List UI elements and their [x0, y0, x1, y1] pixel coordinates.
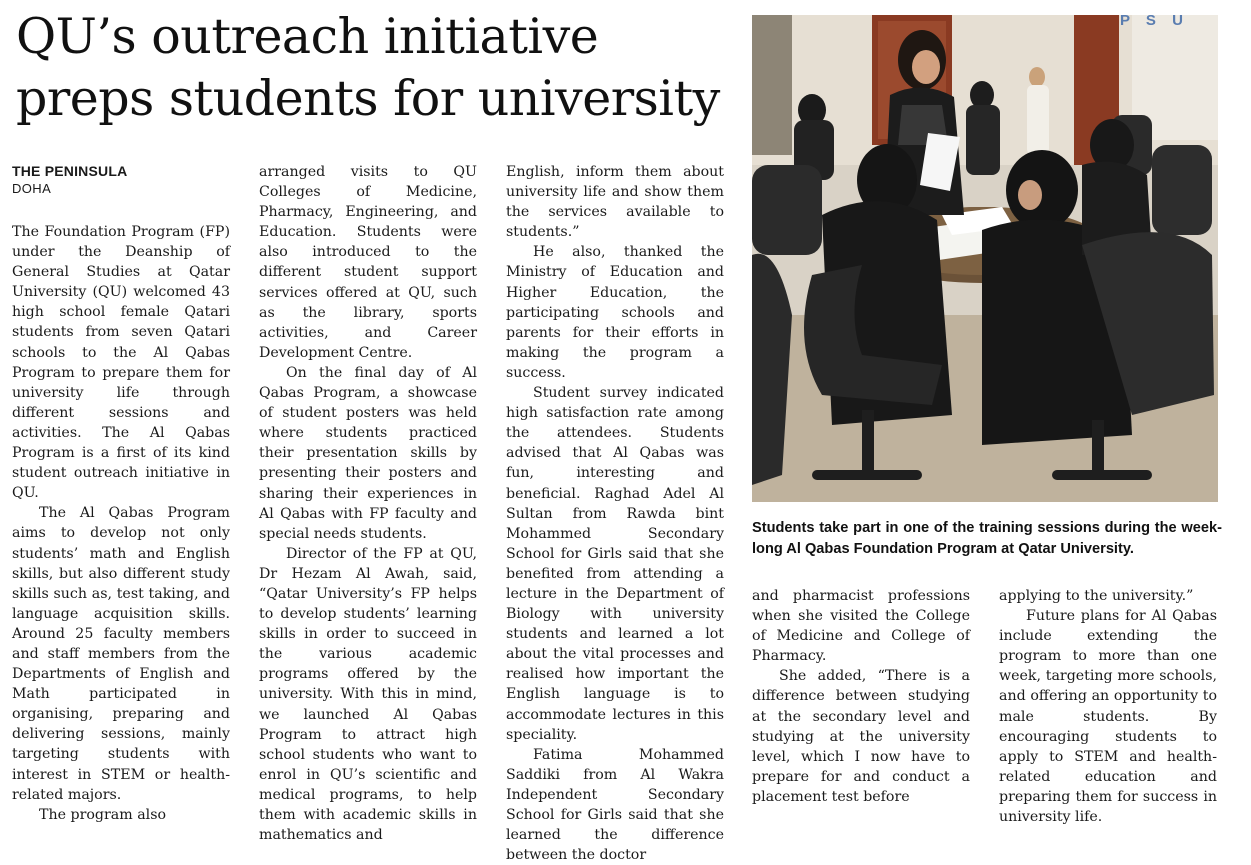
paragraph: He also, thanked the Ministry of Education and Higher Education, the participating schools and parents for their efforts in making the program a success.	[506, 244, 724, 381]
headline-line-1: QU’s outreach initiative	[16, 8, 599, 65]
article-column-4	[752, 586, 970, 811]
paragraph: English, inform them about university life and show them the services available to students.”	[506, 164, 724, 241]
byline-dateline: DOHA	[12, 181, 52, 196]
paragraph: The Foundation Program (FP) under the Deanship of General Studies at Qatar University (QU) welcomed 43 high school female Qatari students from seven Qatari schools to the Al Qabas Program to prepare them for university life through different sessions and activities. The Al Qabas Program is a first of its kind student outreach initiative in QU.	[12, 224, 230, 502]
article-column-2	[259, 162, 477, 844]
paragraph: She added, “There is a difference between studying at the secondary level and studying at the university level, which I now have to prepare for and conduct a placement test before	[752, 668, 970, 805]
photo-caption: Students take part in one of the training sessions during the week-long Al Qabas Foundation Program at Qatar University.	[752, 520, 1222, 557]
article-column-1	[12, 222, 230, 823]
classroom-illustration	[752, 12, 1218, 502]
paragraph: and pharmacist professions when she visited the College of Medicine and College of Pharmacy.	[752, 588, 970, 665]
headline-line-2: preps students for university	[16, 70, 720, 127]
byline-source: THE PENINSULA	[12, 163, 128, 179]
paragraph: The Al Qabas Program aims to develop not only students’ math and English skills, but also different study skills such as, test taking, and language acquisition skills. Around 25 faculty members and staff members from the Departments of English and Math participated in organising, preparing and delivering sessions, mainly targeting students with interest in STEM or health-related majors.	[12, 505, 230, 803]
news-photo	[752, 12, 1218, 502]
wall-letters: P S U	[1120, 12, 1189, 29]
paragraph: Director of the FP at QU, Dr Hezam Al Awah, said, “Qatar University’s FP helps to develop students’ learning skills in order to succeed in the various academic programs offered by the university. With this in mind, we launched Al Qabas Program to attract high school students who want to enrol in QU’s scientific and medical programs, to help them with academic skills in mathematics and	[259, 545, 477, 844]
paragraph: Fatima Mohammed Saddiki from Al Wakra Independent Secondary School for Girls said that she learned the difference between the doctor	[506, 746, 724, 864]
paragraph: arranged visits to QU Colleges of Medicine, Pharmacy, Engineering, and Education. Students were also introduced to the different student support services offered at QU, such as the library, sports activities, and Career Development Centre.	[259, 164, 477, 361]
byline	[12, 162, 234, 198]
paragraph: The program also	[39, 806, 167, 823]
paragraph: On the final day of Al Qabas Program, a showcase of student posters was held where students practiced their presentation skills by presenting their posters and sharing their experiences in Al Qabas with FP faculty and special needs students.	[259, 364, 477, 542]
headline	[16, 6, 736, 130]
paragraph: Future plans for Al Qabas include extending the program to more than one week, targeting more schools, and offering an opportunity to male students. By encouraging students to apply to STEM and health-related education and preparing them for success in university life.	[999, 608, 1217, 826]
paragraph: Student survey indicated high satisfaction rate among the attendees. Students advised that Al Qabas was fun, interesting and beneficial. Raghad Adel Al Sultan from Rawda bint Mohammed Secondary School for Girls said that she benefited from attending a lecture in the Department of Biology with university students and learned a lot about the vital processes and realised how important the English language is to accommodate lectures in this speciality.	[506, 385, 724, 743]
article-column-5	[999, 586, 1217, 826]
article-column-3	[506, 162, 724, 864]
paragraph: applying to the university.”	[999, 588, 1194, 604]
